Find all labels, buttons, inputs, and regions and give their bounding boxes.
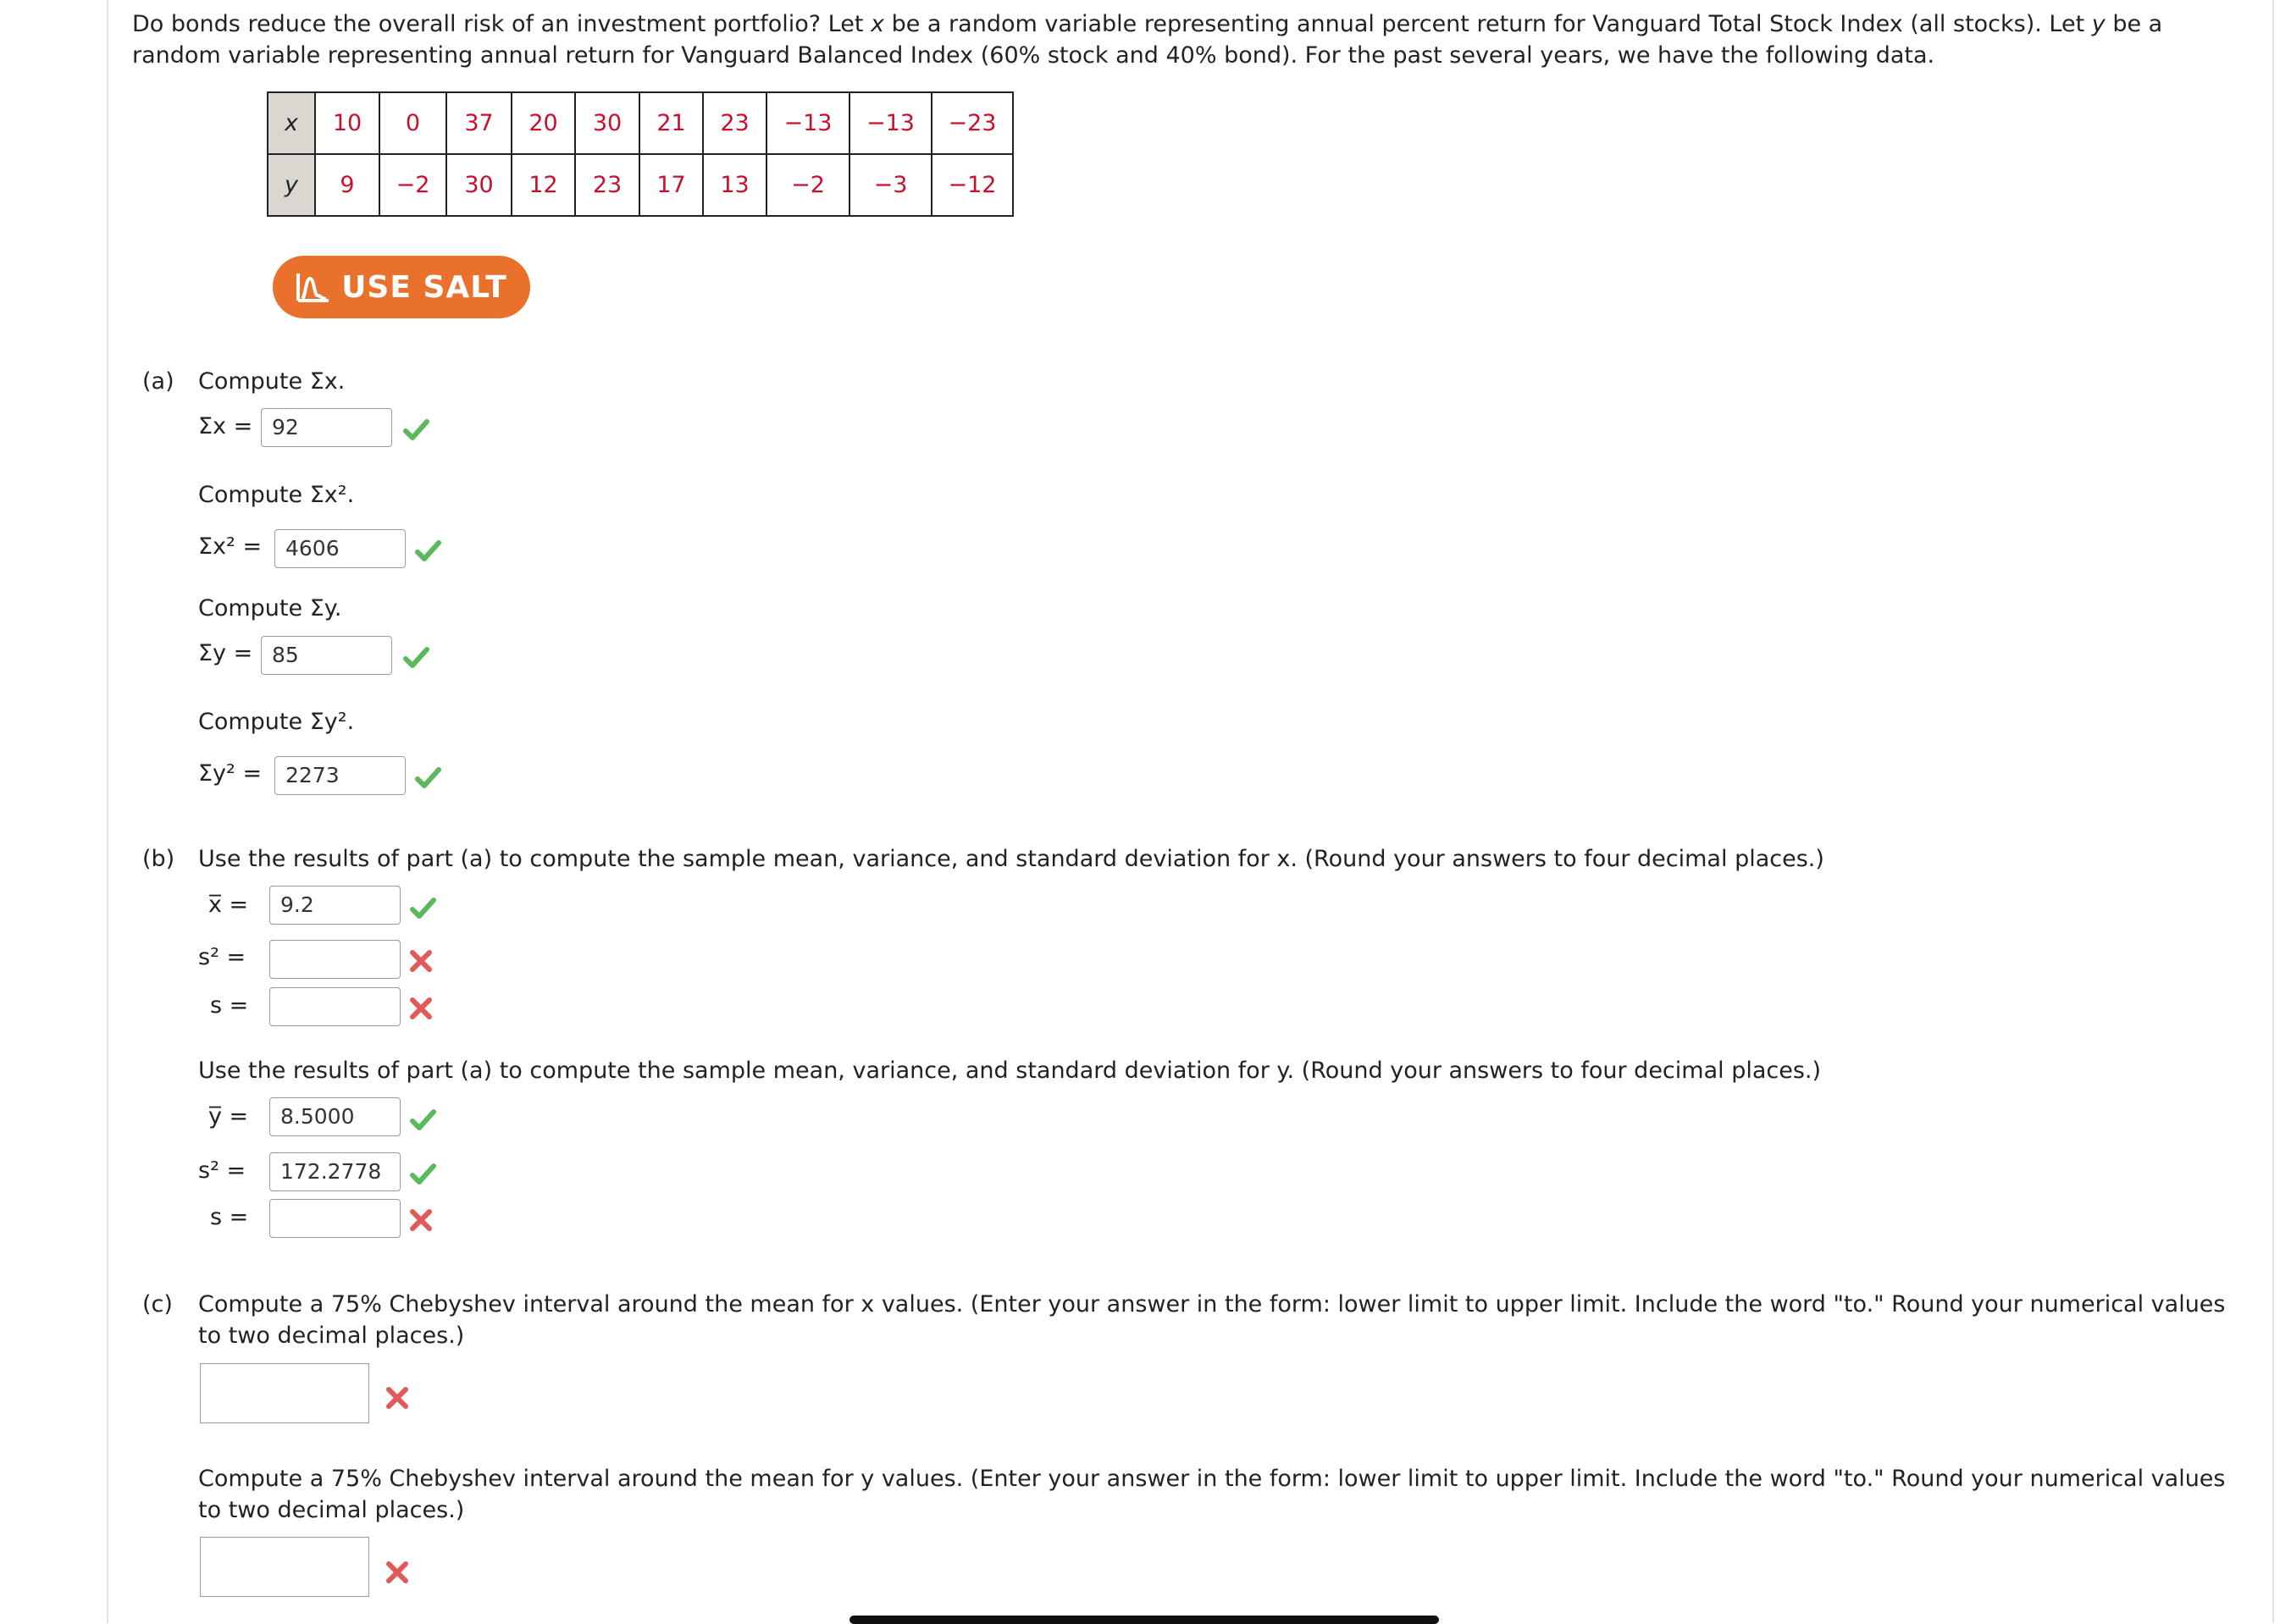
correct-check-icon <box>413 537 442 566</box>
x-bar-input[interactable]: 9.2 <box>269 886 401 925</box>
y-std-dev-label: s = <box>210 1204 249 1230</box>
y-interval-input[interactable] <box>200 1537 369 1597</box>
sum-x2-input[interactable]: 4606 <box>274 529 406 568</box>
table-header-y: y <box>268 154 315 216</box>
part-a-question-4: Compute Σy². <box>198 709 355 735</box>
x-bar-label: x̅ = <box>208 892 249 918</box>
table-cell: 20 <box>512 92 575 154</box>
table-cell: −12 <box>932 154 1013 216</box>
x-interval-input[interactable] <box>200 1363 369 1423</box>
table-cell: 10 <box>315 92 379 154</box>
x-std-dev-input[interactable] <box>269 987 401 1026</box>
table-cell: 23 <box>575 154 639 216</box>
part-c-prompt-x: Compute a 75% Chebyshev interval around the mean for x values. (Enter your answer in the form: lower limit to upper limit. Include the word "to." Round your numerical values to two decimal places.) <box>198 1291 2226 1349</box>
sum-x-input[interactable]: 92 <box>261 408 392 447</box>
sum-x2-label: Σx² = <box>198 533 263 560</box>
use-salt-button[interactable] <box>273 256 530 318</box>
table-cell: 21 <box>639 92 703 154</box>
correct-check-icon <box>413 764 442 793</box>
y-std-dev-input[interactable] <box>269 1199 401 1238</box>
table-cell: 13 <box>703 154 766 216</box>
data-table <box>267 91 1014 217</box>
right-border <box>2272 0 2274 1623</box>
incorrect-x-icon <box>383 1384 412 1412</box>
table-cell: 30 <box>446 154 512 216</box>
table-row-y <box>268 154 1013 216</box>
table-cell: 12 <box>512 154 575 216</box>
x-std-dev-label: s = <box>210 992 249 1019</box>
correct-check-icon <box>401 644 430 672</box>
part-a-question-3: Compute Σy. <box>198 595 342 621</box>
part-b-prompt-y: Use the results of part (a) to compute the sample mean, variance, and standard deviation for y. (Round your answers to four decimal places.) <box>198 1058 1822 1084</box>
y-bar-input[interactable]: 8.5000 <box>269 1097 401 1136</box>
table-cell: −2 <box>766 154 849 216</box>
problem-statement: Do bonds reduce the overall risk of an investment portfolio? Let x be a random variable representing annual percent return for Vanguard Total Stock Index (all stocks). Let y be a random variable representing annual return for Vanguard Balanced Index (60% stock and 40% bond). For the past several years, we have the following data. <box>132 11 2163 69</box>
table-cell: −2 <box>379 154 446 216</box>
table-cell: 30 <box>575 92 639 154</box>
table-header-x: x <box>268 92 315 154</box>
table-cell: −13 <box>849 92 932 154</box>
correct-check-icon <box>408 1106 437 1135</box>
sum-y-input[interactable]: 85 <box>261 636 392 675</box>
left-border <box>107 0 108 1623</box>
incorrect-x-icon <box>383 1558 412 1587</box>
correct-check-icon <box>408 894 437 923</box>
sum-y2-input[interactable]: 2273 <box>274 756 406 795</box>
table-cell: 9 <box>315 154 379 216</box>
salt-icon <box>296 270 331 304</box>
part-a-question-1: Compute Σx. <box>198 368 346 395</box>
incorrect-x-icon <box>407 947 435 975</box>
y-variance-label: s² = <box>198 1157 246 1184</box>
part-b-prompt-x: Use the results of part (a) to compute the sample mean, variance, and standard deviation for x. (Round your answers to four decimal places.) <box>198 846 1824 872</box>
correct-check-icon <box>408 1160 437 1189</box>
part-c-prompt-y: Compute a 75% Chebyshev interval around the mean for y values. (Enter your answer in the form: lower limit to upper limit. Include the word "to." Round your numerical values to two decimal places.) <box>198 1466 2226 1523</box>
incorrect-x-icon <box>407 1206 435 1235</box>
sum-y2-label: Σy² = <box>198 760 263 787</box>
table-cell: 23 <box>703 92 766 154</box>
table-cell: 37 <box>446 92 512 154</box>
x-variance-label: s² = <box>198 944 246 970</box>
table-cell: 17 <box>639 154 703 216</box>
sum-y-label: Σy = <box>198 640 253 666</box>
use-salt-label: USE SALT <box>341 269 507 305</box>
correct-check-icon <box>401 416 430 445</box>
part-c-letter: (c) <box>142 1291 173 1317</box>
x-variance-input[interactable] <box>269 940 401 979</box>
incorrect-x-icon <box>407 994 435 1023</box>
part-a-question-2: Compute Σx². <box>198 482 355 508</box>
table-cell: 0 <box>379 92 446 154</box>
sum-x-label: Σx = <box>198 413 253 439</box>
y-variance-input[interactable]: 172.2778 <box>269 1152 401 1191</box>
y-bar-label: y̅ = <box>208 1103 249 1130</box>
part-a-letter: (a) <box>142 368 174 395</box>
table-cell: −3 <box>849 154 932 216</box>
table-cell: −13 <box>766 92 849 154</box>
table-row-x <box>268 92 1013 154</box>
table-cell: −23 <box>932 92 1013 154</box>
part-b-letter: (b) <box>142 846 175 872</box>
